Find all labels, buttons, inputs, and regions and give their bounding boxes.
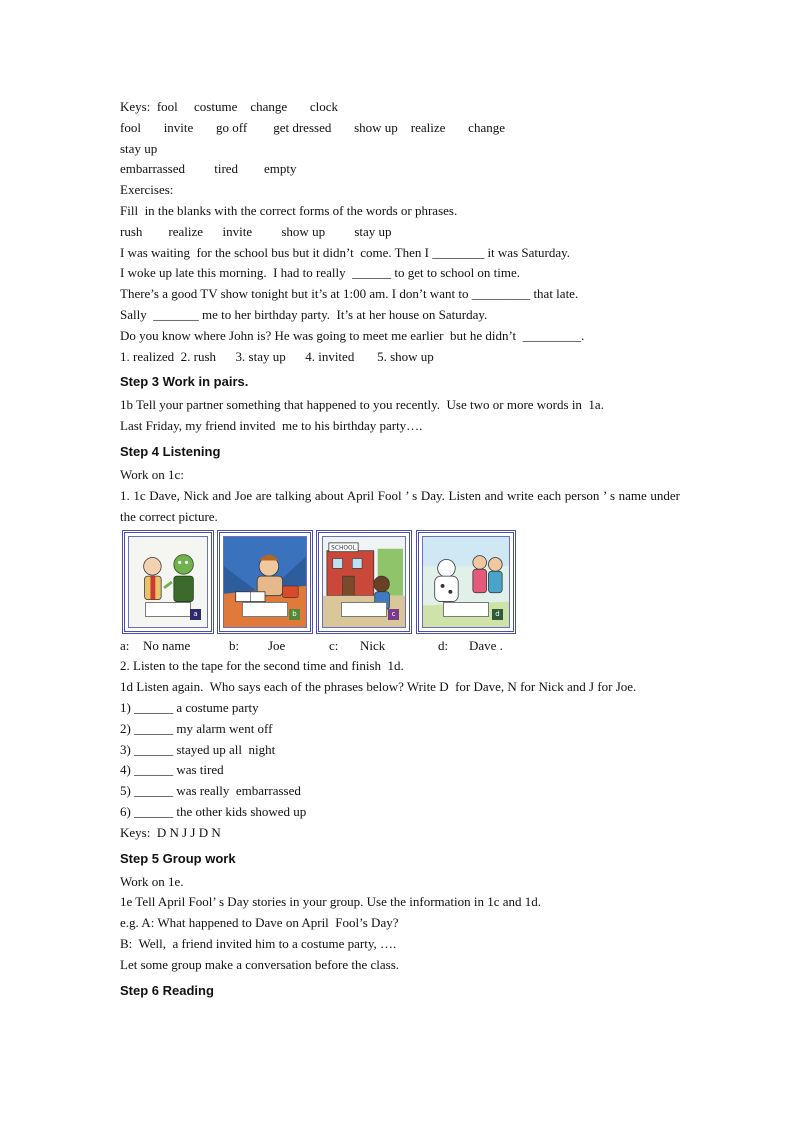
sentence-5: Do you know where John is? He was going to meet me earlier but he didn’t _________. — [120, 327, 585, 343]
label-tag-d: d — [492, 609, 503, 620]
keys-line: Keys: fool costume change clock — [120, 99, 339, 114]
worksheet-page — [120, 97, 690, 1004]
label-tag-b: b — [289, 609, 300, 620]
phrase-4: 4) ______ was tired — [120, 762, 224, 778]
answer-box-c[interactable] — [341, 602, 387, 617]
sentence-2: I woke up late this morning. I had to really ______ to get to school on time. — [120, 265, 521, 281]
step5-line-2: e.g. A: What happened to Dave on April Fool’s Day? — [120, 915, 399, 931]
step5-work-on: Work on 1e. — [120, 873, 184, 889]
picture-letter-b: b: — [229, 638, 240, 654]
answer-box-a[interactable] — [145, 602, 191, 617]
label-tag-c: c — [388, 609, 399, 620]
school-sign-text: SCHOOL — [331, 546, 356, 553]
step5-line-4: Let some group make a conversation before the class. — [120, 956, 400, 972]
sentence-3: There’s a good TV show tonight but it’s at 1:00 am. I don’t want to _________ that late. — [120, 286, 579, 302]
step4-task-2: 2. Listen to the tape for the second time and finish 1d. — [120, 658, 404, 674]
picture-a — [122, 530, 214, 634]
picture-name-d: Dave . — [469, 638, 503, 654]
phrase-3: 3) ______ stayed up all night — [120, 741, 276, 757]
word-line-2: stay up — [120, 140, 158, 156]
picture-name-a: No name — [143, 638, 191, 654]
answers-line: 1. realized 2. rush 3. stay up 4. invited 5. show up — [120, 348, 434, 364]
picture-c — [316, 530, 412, 634]
phrase-2: 2) ______ my alarm went off — [120, 720, 273, 736]
phrase-6: 6) ______ the other kids showed up — [120, 803, 307, 819]
step5-line-1: 1e Tell April Fool’ s Day stories in your group. Use the information in 1c and 1d. — [120, 894, 542, 910]
exercise-instruction: Fill in the blanks with the correct forms of the words or phrases. — [120, 202, 458, 218]
phrase-5: 5) ______ was really embarrassed — [120, 783, 301, 799]
picture-letter-a: a: — [120, 638, 130, 654]
step5-line-3: B: Well, a friend invited him to a costume party, …. — [120, 935, 397, 951]
step3-line-1: 1b Tell your partner something that happened to you recently. Use two or more words in 1a. — [120, 397, 604, 413]
exercises-label: Exercises: — [120, 182, 174, 198]
picture-name-b: Joe — [268, 638, 286, 654]
picture-labels — [120, 636, 690, 656]
picture-d — [416, 530, 516, 634]
picture-row — [120, 530, 690, 636]
word-line-3: embarrassed tired empty — [120, 161, 297, 177]
step5-heading: Step 5 Group work — [120, 850, 236, 866]
step4-task-2-detail: 1d Listen again. Who says each of the phrases below? Write D for Dave, N for Nick and J for Joe. — [120, 679, 637, 695]
picture-b — [217, 530, 313, 634]
step4-keys: Keys: D N J J D N — [120, 824, 221, 840]
step4-work-on: Work on 1c: — [120, 466, 184, 482]
sentence-4: Sally _______ me to her birthday party. It’s at her house on Saturday. — [120, 306, 488, 322]
step4-heading: Step 4 Listening — [120, 443, 221, 459]
step3-line-2: Last Friday, my friend invited me to his birthday party…. — [120, 418, 423, 434]
picture-name-c: Nick — [360, 638, 386, 654]
answer-box-d[interactable] — [443, 602, 489, 617]
step4-task-1: 1. 1c Dave, Nick and Joe are talking about April Fool ’ s Day. Listen and write each person ’ s name under the correct picture. — [120, 487, 680, 524]
picture-letter-c: c: — [329, 638, 339, 654]
step6-heading: Step 6 Reading — [120, 982, 214, 998]
sentence-1: I was waiting for the school bus but it didn’t come. Then I ________ it was Saturday. — [120, 244, 570, 260]
word-line-1: fool invite go off get dressed show up realize change — [120, 119, 505, 135]
phrase-1: 1) ______ a costume party — [120, 699, 259, 715]
label-tag-a: a — [190, 609, 201, 620]
answer-box-b[interactable] — [242, 602, 288, 617]
picture-letter-d: d: — [438, 638, 449, 654]
word-bank: rush realize invite show up stay up — [120, 223, 392, 239]
step3-heading: Step 3 Work in pairs. — [120, 374, 249, 390]
